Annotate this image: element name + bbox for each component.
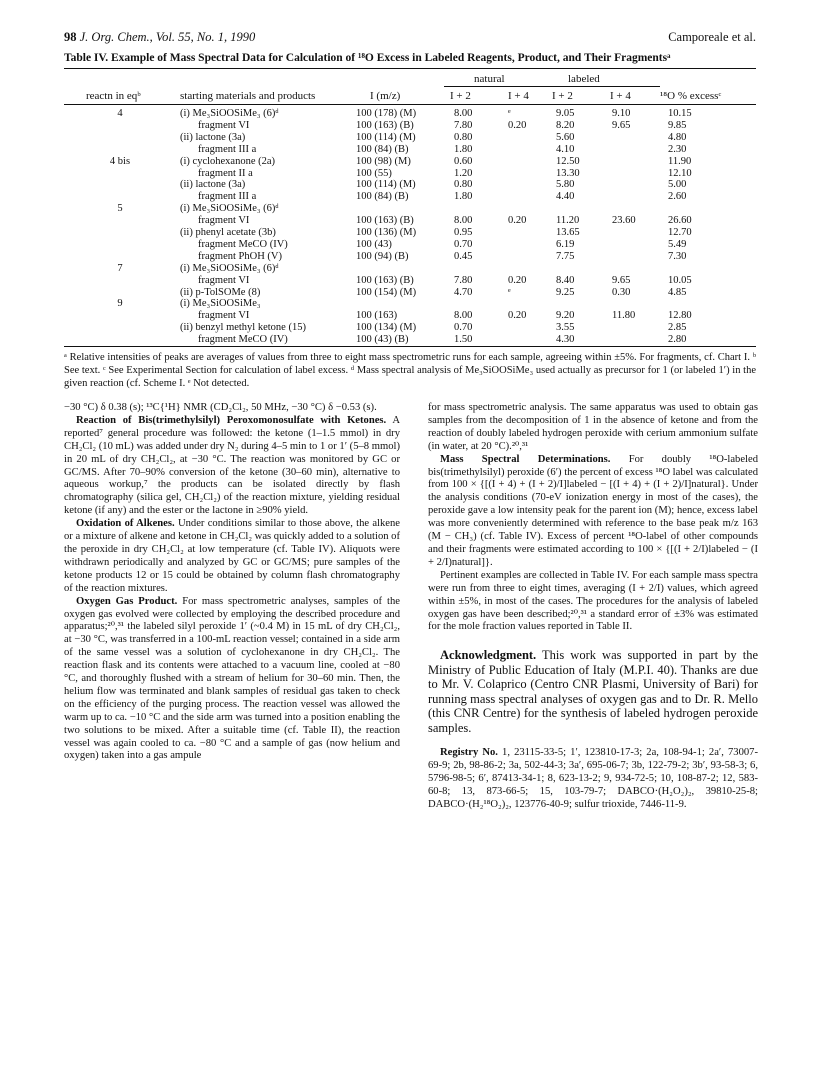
table-cell-n4: 0.20 [508,274,527,286]
table-cell-sub: (ii) lactone (3a) [180,179,246,191]
table-cell-mz: 100 (98) (M) [356,155,411,167]
left-column [64,402,400,763]
table-cell-l4: 9.65 [612,274,631,286]
table-cell-ex: 2.30 [668,143,687,155]
table-cell-ex: 12.80 [668,310,692,322]
table-cell-n2: 4.70 [454,286,473,298]
group-header-natural: natural [474,73,505,85]
table-cell-mz: 100 (94) (B) [356,250,409,262]
table-cell-n2: 0.80 [454,131,473,143]
table-cell-n2: 0.70 [454,238,473,250]
table-cell-n2: 1.80 [454,143,473,155]
table-cell-sub: fragment VI [198,215,250,227]
col-header-reactn: reactn in eqᵇ [86,90,141,102]
table-cell-mz: 100 (136) (M) [356,227,417,238]
table-cell-ex: 11.90 [668,155,692,167]
table-cell-eq: 4 [117,108,123,119]
table-cell-mz: 100 (154) (M) [356,286,417,298]
table-cell-l4: 9.65 [612,119,631,131]
table-cell-n2: 0.80 [454,179,473,191]
table-cell-ex: 4.85 [668,286,687,298]
table-cell-ex: 12.10 [668,167,692,179]
section-body-alkenes: Under conditions similar to those above, the alkene or a mixture of alkene and ketone in CH₂Cl₂ was quickly added to a solution of the peroxide in dry CH₂Cl₂ at low temperature (cf. Table IV). Aliquots were withdrawn periodically and analyzed by GC or GC/MS; pure samples of the ketone products 12 or 15 could be obtained by column flash chromatography of the reaction mixtures. [64,518,401,594]
table-cell-l2: 13.30 [556,167,580,179]
table-cell-sub: fragment III a [198,143,257,155]
table-cell-l4: 11.80 [612,310,636,322]
table-cell-mz: 100 (163) (B) [356,274,414,286]
section-heading-ketones: Reaction of Bis(trimethylsilyl) Peroxomonosulfate with Ketones. [76,414,387,426]
table-cell-n4: 0.20 [508,310,527,322]
table-cell-ex: 26.60 [668,215,692,227]
right-para-1 [428,454,758,570]
table-cell-n4: ᵉ [508,108,511,119]
table-cell-sub: (i) Me₃SiOOSiMe₃ [180,298,261,310]
table-cell-n4: 0.20 [508,119,527,131]
table-cell-sub: (i) cyclohexanone (2a) [180,155,276,167]
table-cell-l2: 9.20 [556,310,575,322]
table-cell-sub: fragment PhOH (V) [198,250,282,262]
author-line: Camporeale et al. [668,30,756,44]
table-cell-mz: 100 (178) (M) [356,108,417,119]
registry-body: 1, 23115-33-5; 1′, 123810-17-3; 2a, 108-94-1; 2a′, 73007-69-9; 2b, 98-86-2; 3a, 502-44-3; 3a′, 695-06-7; 3b, 122-79-2; 3b′, 93-58-3; 6, 5796-98-5; 6′, 87413-34-1; 8, 623-13-2; 9, 934-72-5; 10, 108-87-2; 12, 583-60-8; 13, 873-66-5; 15, 103-79-7; DABCO·(H₂O₂)₂, 39810-25-8; DABCO·(H₂¹⁸O₂)₂, 123776-40-9; sulfur trioxide, 7446-11-9. [428,747,758,810]
table-cell-mz: 100 (163) (B) [356,215,414,227]
table-cell-n2: 1.20 [454,167,473,179]
section-heading-oxygen: Oxygen Gas Product. [76,595,178,607]
table-cell-l2: 4.30 [556,334,575,346]
table-cell-sub: fragment VI [198,119,250,131]
col-header-materials: starting materials and products [180,90,316,102]
table-cell-n2: 8.00 [454,215,473,227]
table-cell-sub: fragment MeCO (IV) [198,334,288,346]
table-cell-sub: (ii) benzyl methyl ketone (15) [180,322,306,334]
section-body-mass-spectral: For doubly ¹⁸O-labeled bis(trimethylsilyl) peroxide (6′) the percent of excess ¹⁸O label was calculated from 100 × {[(I + 4) + (I + 2)/I]labeled − [(I + 4) + (I + 2)/I]natural}. Under the analysis conditions (70-eV ionization energy in most of the cases), the peroxide gave a low intensity peak for the parent ion (M); hence, excess label was more conveniently determined with reference to the base peak m/z 163 (M − CH₃) (cf. Table IV). Excess of percent ¹⁸O-label of other compounds and their fragments were estimated according to 100 × {[(I + 2/I)labeled − (I + 2/I)natural]}. [428,453,758,568]
section-heading-alkenes: Oxidation of Alkenes. [76,518,175,530]
col-header-excess: ¹⁸O % excessᶜ [660,90,722,102]
section-body-ketones: A reported⁷ general procedure was followed: the ketone (1–1.5 mmol) in dry CH₂Cl₂ (10 mL) was added under dry N₂ during 4–5 min to 1 or 1′ (5–8 mmol) in 20 mL of dry CH₂Cl₂, at −30 °C. The reaction was monitored by GC or GC/MS. After 70–90% conversion of the ketone (30–60 min), alternative to aqueous workup,⁷ the products can be isolated directly by flash chromatography (silica gel, CH₂Cl₂) of the reaction mixture, yielding residual ketone (if any) and the ester or the lactone in ≥90% yield. [64,414,400,517]
table-cell-sub: (ii) phenyl acetate (3b) [180,227,276,238]
page-number: 98 [64,30,77,44]
table-cell-ex: 5.49 [668,238,687,250]
table-cell-l2: 12.50 [556,155,580,167]
labeled-span-rule [548,86,660,87]
table-cell-l2: 9.25 [556,286,575,298]
registry-numbers [428,747,758,812]
table-header-rule [64,104,756,105]
left-para-0: −30 °C) δ 0.38 (s); ¹³C{¹H} NMR (CD₂Cl₂, 50 MHz, −30 °C) δ −0.53 (s). [64,402,377,413]
left-para-2 [64,518,400,595]
table-cell-l2: 5.60 [556,131,575,143]
table-cell-n2: 8.00 [454,108,473,119]
table-cell-mz: 100 (163) (B) [356,119,414,131]
table-cell-l2: 11.20 [556,215,580,227]
section-body-oxygen: For mass spectrometric analyses, samples of the oxygen gas evolved were collected by employing the described procedure and apparatus;²⁰,³¹ the labeled silyl peroxide 1′ (~0.4 M) in 15 mL of dry CH₂Cl₂, at −30 °C, was transferred in a 100-mL reaction vessel; contained in a side arm of the same vessel was a solution of cyclohexanone in dry CH₂Cl₂. The reaction flask and its contents were attached to a vacuum line, cooled at −80 °C, and thoroughly flushed with a stream of helium for 30–60 min. Then, the helium flow was terminated and blank samples of residual gas taken to check on the efficiency of the purging process. The reaction vessel was allowed the warm up to ca. −10 °C and the side arm was turned into a position enabling the two solutions to be mixed. After a suitable time (cf. Table II), the reaction vessel was again cooled to ca. −80 °C and a sample of gas (now helium and oxygen) taken into a gas ampule [64,595,400,762]
table-cell-n2: 8.00 [454,310,473,322]
table-cell-n2: 1.50 [454,334,473,346]
table-footnote: ᵃ Relative intensities of peaks are averages of values from three to eight mass spectrometric runs for each sample, agreeing within ±5%. For fragments, cf. Chart I. ᵇ See text. ᶜ See Experimental Section for calculation of label excess. ᵈ Mass spectral analysis of Me₃SiOOSiMe₃ used actually as precursor for 1 (or labeled 1′) in the given reaction (cf. Scheme I. ᵉ Not detected. [64,352,756,389]
acknowledgment [428,648,758,735]
table-cell-mz: 100 (43) [356,238,392,250]
table-cell-eq: 9 [117,298,123,310]
table-cell-mz: 100 (163) [356,310,398,322]
table-cell-mz: 100 (84) (B) [356,191,409,203]
table-cell-l2: 6.19 [556,238,575,250]
table-cell-l4: 0.30 [612,286,631,298]
table-cell-l2: 4.40 [556,191,575,203]
table-cell-ex: 2.80 [668,334,687,346]
col-header-lab-i4: I + 4 [610,90,631,102]
right-column [428,402,758,812]
table-cell-ex: 4.80 [668,131,687,143]
table-cell-mz: 100 (84) (B) [356,143,409,155]
table-cell-mz: 100 (114) (M) [356,179,416,191]
col-header-mz: I (m/z) [370,90,401,102]
table-cell-n2: 7.80 [454,119,473,131]
table-cell-ex: 12.70 [668,227,692,238]
table-cell-mz: 100 (134) (M) [356,322,417,334]
section-heading-mass-spectral: Mass Spectral Determinations. [440,453,611,465]
table-cell-ex: 5.00 [668,179,687,191]
table-cell-sub: fragment MeCO (IV) [198,238,288,250]
table-cell-mz: 100 (55) [356,167,392,179]
table-cell-eq: 7 [117,262,123,274]
table-cell-n4: ᵉ [508,286,511,298]
table-cell-n2: 0.45 [454,250,473,262]
table-cell-ex: 2.85 [668,322,687,334]
acknowledgment-body: This work was supported in part by the Ministry of Public Education of Italy (M.P.I. 40). Thanks are due to Mr. V. Colaprico (Centro CNR Plasmi, University of Bari) for running mass spectral analyses of oxygen gas and to Dr. R. Mello (this CNR Centre) for the synthesis of labeled hydrogen peroxide samples. [428,648,759,735]
table-cell-ex: 10.05 [668,274,692,286]
acknowledgment-heading: Acknowledgment. [440,648,537,663]
table-cell-sub: fragment III a [198,191,257,203]
journal-citation: J. Org. Chem., Vol. 55, No. 1, 1990 [79,30,256,44]
right-para-2: Pertinent examples are collected in Table IV. For each sample mass spectra were run from three to eight times, averaging (I + 2/I) values, which agreed within ±5%, in most of the cases. The procedures for the analysis of labeled oxygen gas have been described;²⁰,³¹ a standard error of ±3% was estimated for the mole fraction values reported in Table II. [428,569,758,633]
table-cell-sub: fragment II a [198,167,253,179]
table-cell-eq: 4 bis [109,155,131,167]
table-cell-ex: 2.60 [668,191,687,203]
left-para-3 [64,596,400,764]
table-cell-n4: 0.20 [508,215,527,227]
left-para-1 [64,415,400,518]
table-cell-sub: (i) Me₃SiOOSiMe₃ (6)ᵈ [180,262,279,274]
table-cell-ex: 9.85 [668,119,687,131]
natural-span-rule [444,86,558,87]
table-cell-l2: 8.20 [556,119,575,131]
col-header-lab-i2: I + 2 [552,90,573,102]
table-cell-l2: 8.40 [556,274,575,286]
running-header [64,30,756,45]
table-cell-mz: 100 (114) (M) [356,131,416,143]
header-left [64,30,255,45]
table-cell-l2: 5.80 [556,179,575,191]
table-cell-sub: fragment VI [198,310,250,322]
table-cell-l2: 4.10 [556,143,575,155]
col-header-nat-i2: I + 2 [450,90,471,102]
table-caption: Table IV. Example of Mass Spectral Data for Calculation of ¹⁸O Excess in Labeled Reagents, Product, and Their Fragmentsᵃ [64,52,671,64]
table-cell-l2: 13.65 [556,227,580,238]
table-cell-n2: 0.60 [454,155,473,167]
table-cell-sub: (i) Me₃SiOOSiMe₃ (6)ᵈ [180,203,279,215]
table-cell-l2: 9.05 [556,108,575,119]
table-cell-n2: 0.95 [454,227,473,238]
table-cell-sub: (i) Me₃SiOOSiMe₃ (6)ᵈ [180,108,279,119]
table-cell-l4: 9.10 [612,108,631,119]
table-top-rule [64,68,756,69]
table-cell-eq: 5 [117,203,123,215]
table-cell-ex: 10.15 [668,108,692,119]
table-cell-mz: 100 (43) (B) [356,334,409,346]
table-cell-l2: 3.55 [556,322,575,334]
right-para-0: for mass spectrometric analysis. The same apparatus was used to obtain gas samples from the decomposition of 1 in the absence of ketone and from the reaction of doubly labeled hydrogen peroxide with cerium ammonium sulfate (in water, at 20 °C).²⁰,³¹ [428,402,758,452]
table-cell-n2: 1.80 [454,191,473,203]
table-cell-ex: 7.30 [668,250,687,262]
table-cell-sub: (ii) p-TolSOMe (8) [180,286,261,298]
table-cell-n2: 7.80 [454,274,473,286]
registry-heading: Registry No. [440,747,498,759]
table-cell-sub: (ii) lactone (3a) [180,131,246,143]
group-header-labeled: labeled [568,73,600,85]
table-bottom-rule [64,346,756,347]
table-cell-n2: 0.70 [454,322,473,334]
col-header-nat-i4: I + 4 [508,90,529,102]
table-cell-l4: 23.60 [612,215,636,227]
table-cell-l2: 7.75 [556,250,575,262]
table-cell-sub: fragment VI [198,274,250,286]
